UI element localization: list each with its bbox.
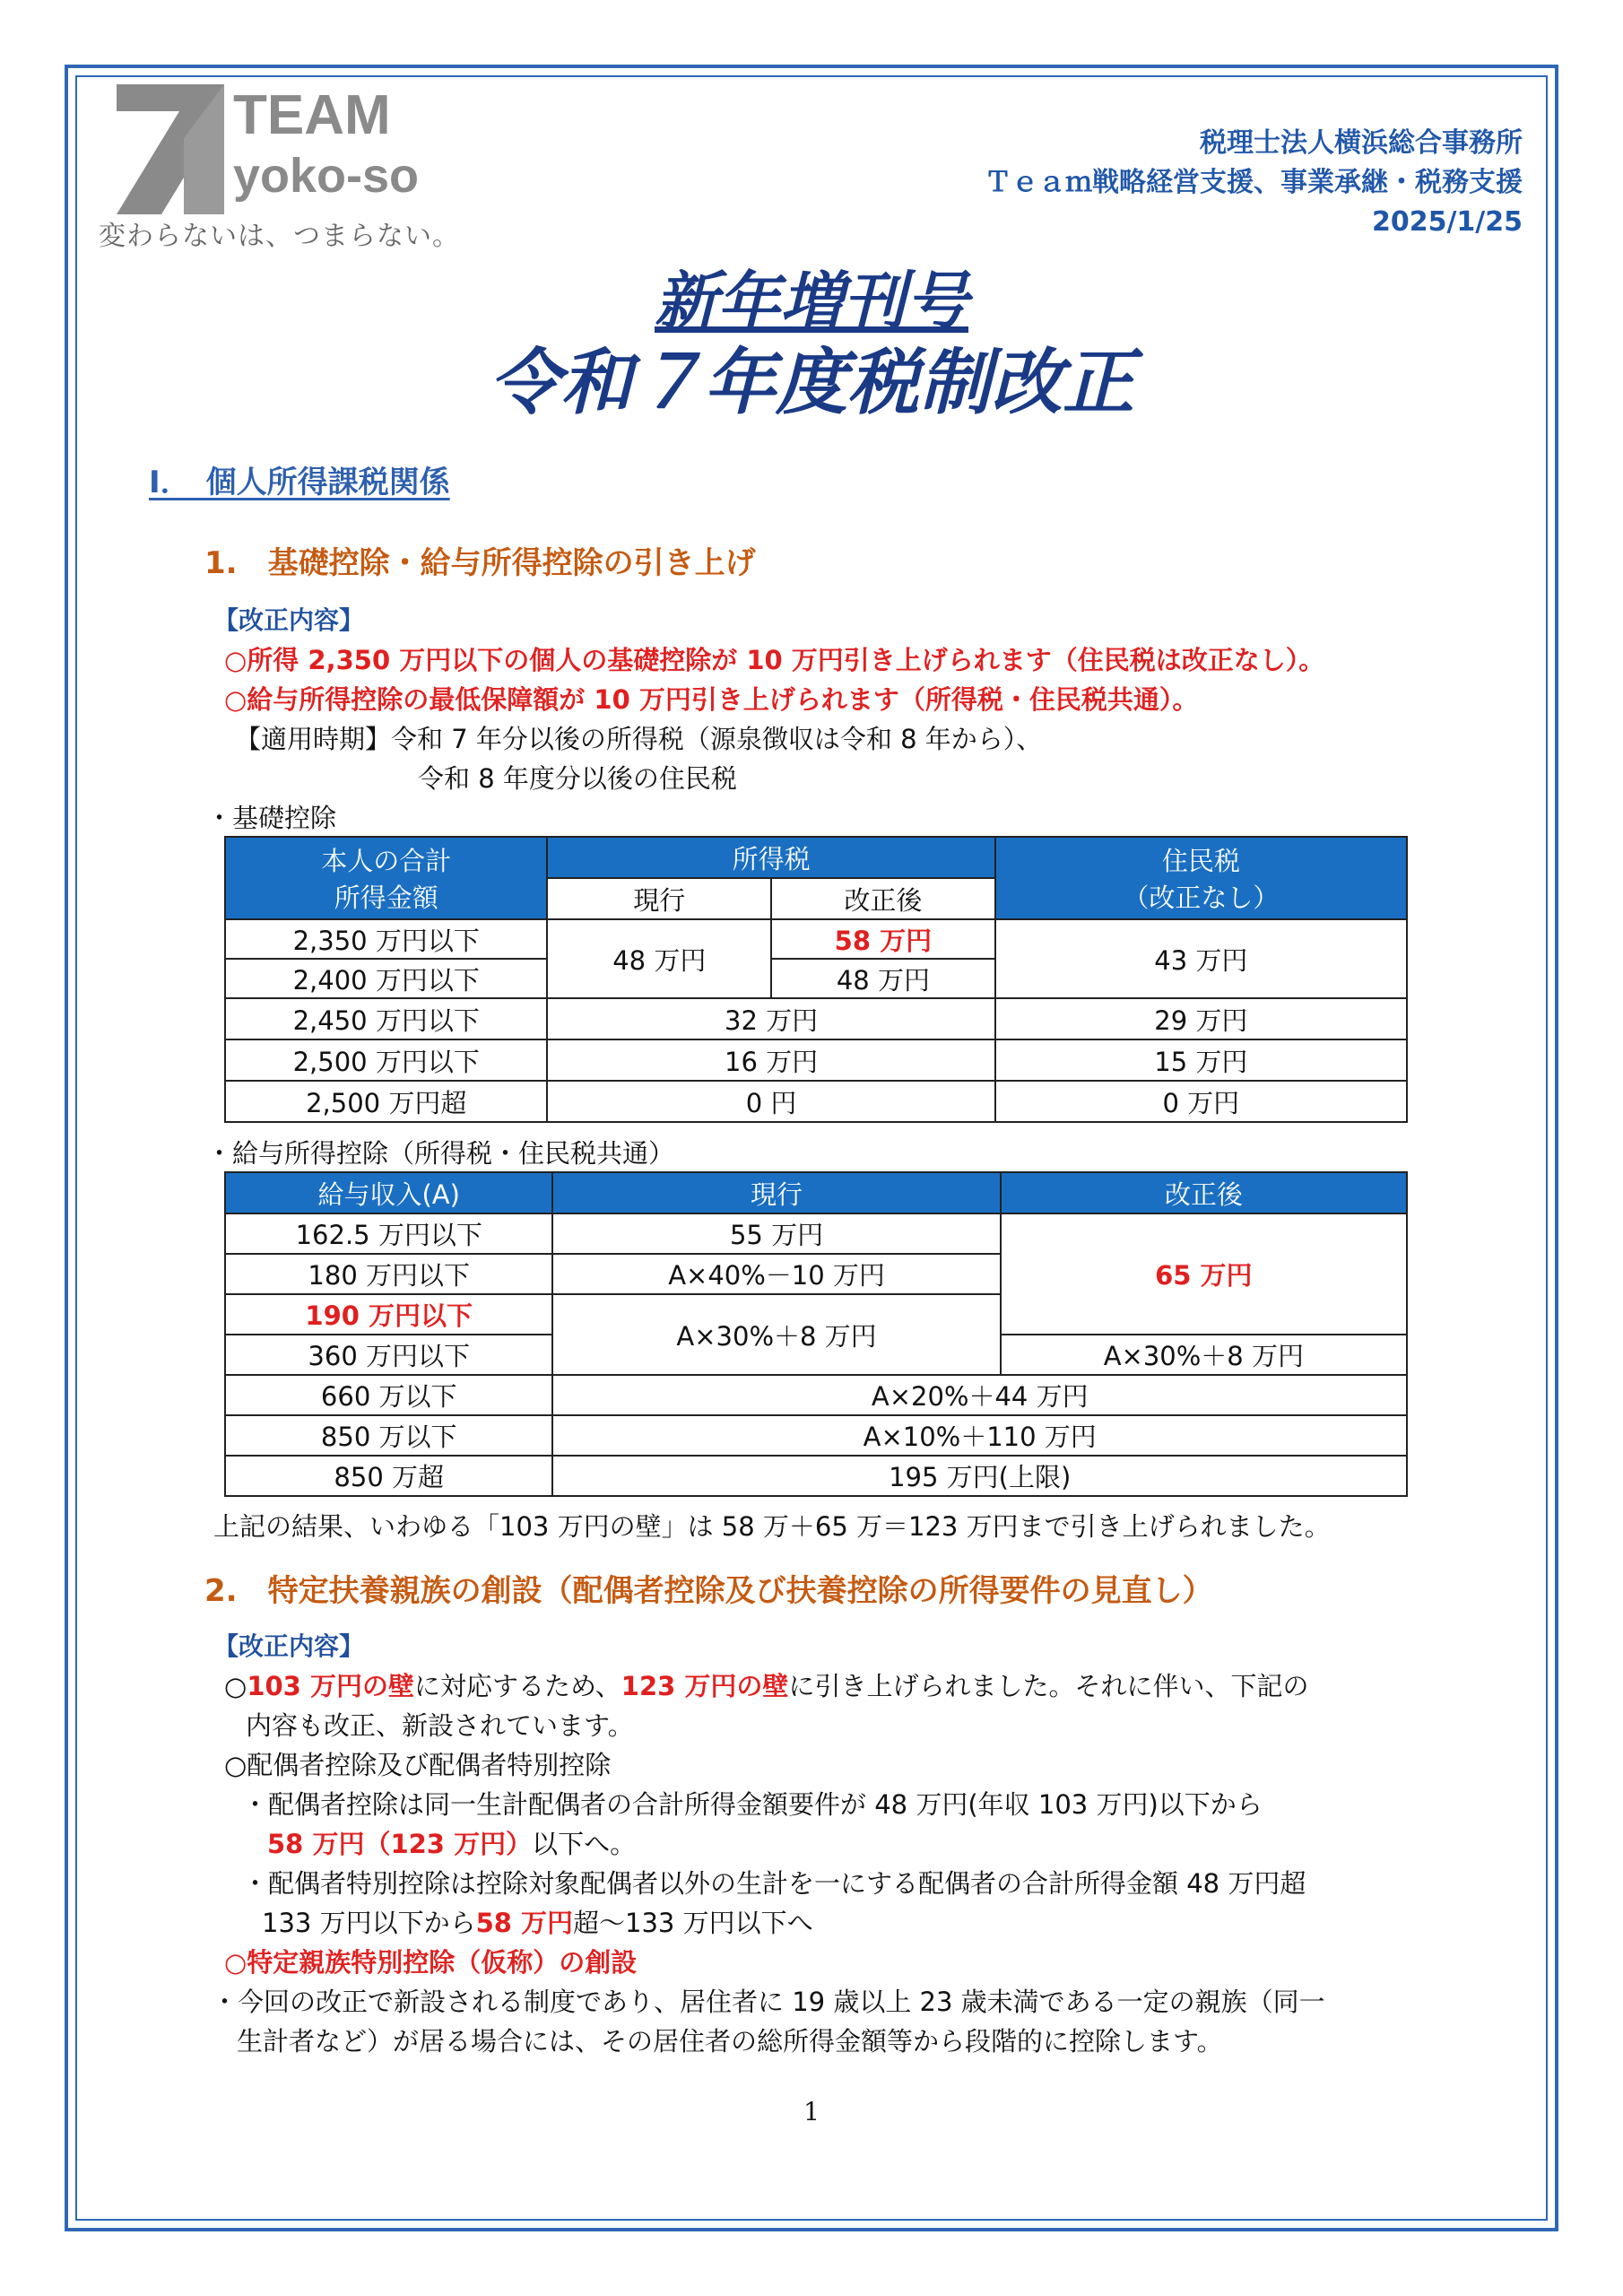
title-line2: 令和７年度税制改正 xyxy=(489,341,1134,424)
table-cell: 32 万円 xyxy=(547,998,994,1039)
table-cell: 190 万円以下 xyxy=(225,1294,552,1335)
spouse-deduction-line1: ・配偶者控除は同一生計配偶者の合計所得金額要件が 48 万円(年収 103 万円)以下から xyxy=(242,1789,1263,1820)
header-income: 本人の合計 所得金額 xyxy=(225,837,547,919)
table-cell: 58 万円 xyxy=(771,919,995,959)
company-name: 税理士法人横浜総合事務所 xyxy=(1200,127,1523,159)
table-cell: 850 万以下 xyxy=(225,1415,552,1456)
table-cell: 55 万円 xyxy=(552,1213,1000,1254)
section-heading: Ⅰ． 個人所得課税関係 xyxy=(149,465,450,500)
table-cell: 2,400 万円以下 xyxy=(225,959,547,998)
revision-label-2: 【改正内容】 xyxy=(213,1631,365,1661)
table-cell: 0 万円 xyxy=(995,1081,1407,1122)
specific-relative-line2: 生計者など）が居る場合には、その居住者の総所得金額等から段階的に控除します。 xyxy=(237,2026,1223,2057)
table-cell: 195 万円(上限) xyxy=(552,1456,1407,1496)
header-info xyxy=(985,124,1523,242)
header-current: 現行 xyxy=(552,1172,1000,1213)
basic-deduction-table xyxy=(224,836,1408,1123)
table-cell: 2,500 万円超 xyxy=(225,1081,547,1122)
logo-tagline: 変わらないは、つまらない。 xyxy=(99,221,460,252)
table-cell: A×10%＋110 万円 xyxy=(552,1415,1407,1456)
header-revised: 改正後 xyxy=(771,878,995,919)
paragraph-wall: ○103 万円の壁に対応するため、123 万円の壁に引き上げられました。それに伴い、下記の xyxy=(224,1671,1309,1701)
table-cell: 43 万円 xyxy=(995,919,1407,998)
table-cell: A×30%＋8 万円 xyxy=(552,1294,1000,1375)
specific-relative-line1: ・今回の改正で新設される制度であり、居住者に 19 歳以上 23 歳未満である一定の親族（同一 xyxy=(212,1987,1325,2017)
table-cell: 360 万円以下 xyxy=(225,1335,552,1375)
bullet-salary-deduction: ○給与所得控除の最低保障額が 10 万円引き上げられます（所得税・住民税共通）。 xyxy=(224,684,1199,715)
timing-line-2: 令和 8 年度分以後の住民税 xyxy=(418,763,737,794)
title-line1: 新年増刊号 xyxy=(655,265,968,338)
table-cell: 2,450 万円以下 xyxy=(225,998,547,1039)
header-revised: 改正後 xyxy=(1001,1172,1407,1213)
paragraph-wall-cont: 内容も改正、新設されています。 xyxy=(246,1710,634,1741)
revision-label-1: 【改正内容】 xyxy=(213,605,365,635)
table-cell: 29 万円 xyxy=(995,998,1407,1039)
table-cell: 48 万円 xyxy=(771,959,995,998)
header-salary: 給与収入(A) xyxy=(225,1172,552,1213)
page-number: 1 xyxy=(803,2097,820,2126)
bullet-basic-deduction: ○所得 2,350 万円以下の個人の基礎控除が 10 万円引き上げられます（住民税は改正なし）。 xyxy=(224,645,1325,675)
spouse-deduction-line2: 58 万円（123 万円）以下へ。 xyxy=(267,1829,637,1859)
table2-title: ・給与所得控除（所得税・住民税共通） xyxy=(206,1138,675,1169)
table1-title: ・基礎控除 xyxy=(206,803,337,833)
header-resident-tax: 住民税 （改正なし） xyxy=(995,837,1407,919)
result-text: 上記の結果、いわゆる「103 万円の壁」は 58 万＋65 万＝123 万円まで引き上げられました。 xyxy=(213,1511,1331,1542)
table-cell: 16 万円 xyxy=(547,1039,994,1081)
spouse-special-line2: 133 万円以下から58 万円超～133 万円以下へ xyxy=(262,1908,813,1938)
table-cell: A×20%＋44 万円 xyxy=(552,1375,1407,1415)
subsection-2-heading: 2. 特定扶養親族の創設（配偶者控除及び扶養控除の所得要件の見直し） xyxy=(204,1573,1213,1609)
header-current: 現行 xyxy=(547,878,771,919)
table-cell: 2,350 万円以下 xyxy=(225,919,547,959)
logo-team-text: TEAM xyxy=(233,84,391,146)
table-cell: 15 万円 xyxy=(995,1039,1407,1081)
header-income-tax: 所得税 xyxy=(547,837,994,878)
table-cell: 0 円 xyxy=(547,1081,994,1122)
table-cell: 850 万超 xyxy=(225,1456,552,1496)
table-cell: 48 万円 xyxy=(547,919,771,998)
table-cell: A×40%－10 万円 xyxy=(552,1254,1000,1294)
salary-deduction-table xyxy=(224,1171,1408,1497)
table-cell: 162.5 万円以下 xyxy=(225,1213,552,1254)
spouse-heading: ○配偶者控除及び配偶者特別控除 xyxy=(224,1750,612,1780)
table-cell: 2,500 万円以下 xyxy=(225,1039,547,1081)
table-cell: 180 万円以下 xyxy=(225,1254,552,1294)
table-cell: A×30%＋8 万円 xyxy=(1001,1335,1407,1375)
department-name: Ｔｅａｍ戦略経営支援、事業承継・税務支援 xyxy=(985,167,1523,198)
spouse-special-line1: ・配偶者特別控除は控除対象配偶者以外の生計を一にする配偶者の合計所得金額 48 万円超 xyxy=(242,1868,1306,1899)
logo-yokoso-text: yoko-so xyxy=(233,149,420,203)
specific-relative-heading: ○特定親族特別控除（仮称）の創設 xyxy=(224,1947,638,1978)
issue-date: 2025/1/25 xyxy=(1371,206,1523,238)
timing-line-1: 【適用時期】令和 7 年分以後の所得税（源泉徴収は令和 8 年から）、 xyxy=(235,724,1043,754)
table-cell: 660 万以下 xyxy=(225,1375,552,1415)
table-cell: 65 万円 xyxy=(1001,1213,1407,1335)
subsection-1-heading: 1. 基礎控除・給与所得控除の引き上げ xyxy=(204,545,756,581)
